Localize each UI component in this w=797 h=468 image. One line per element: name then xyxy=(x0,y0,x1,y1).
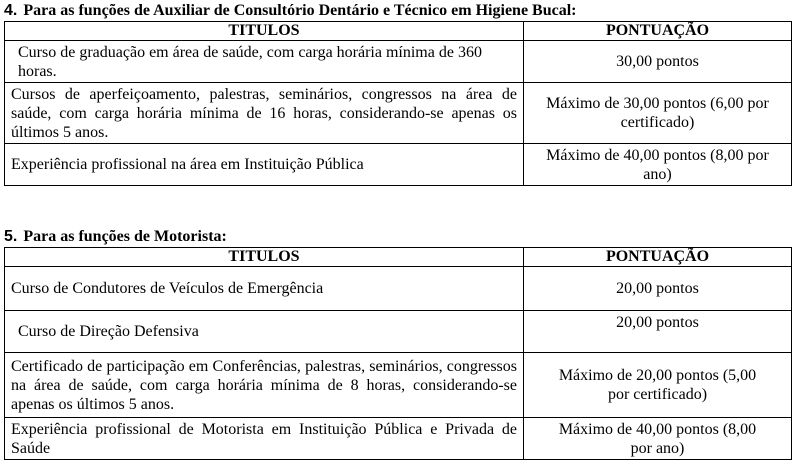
column-header-titulos: TITULOS xyxy=(5,248,524,267)
table-row xyxy=(5,41,792,83)
section-4-heading xyxy=(4,2,577,20)
section-4-table xyxy=(4,21,792,186)
pontuacao-cell: 30,00 pontos xyxy=(524,41,792,83)
titulo-cell: Curso de graduação em área de saúde, com carga horária mínima de 360 horas. xyxy=(5,41,524,83)
section-5-table xyxy=(4,247,792,460)
table-row xyxy=(5,83,792,144)
table-row xyxy=(5,144,792,186)
titulo-cell: Experiência profissional de Motorista em Instituição Pública e Privada de Saúde xyxy=(5,418,524,460)
section-4-title: Para as funções de Auxiliar de Consultório Dentário e Técnico em Higiene Bucal: xyxy=(23,2,577,19)
pontuacao-cell: 20,00 pontos xyxy=(524,311,792,353)
table-row xyxy=(5,311,792,353)
titulo-cell: Cursos de aperfeiçoamento, palestras, seminários, congressos na área de saúde, com carga horária mínima de 16 horas, considerando-se apenas os últimos 5 anos. xyxy=(5,83,524,144)
section-4-number: 4. xyxy=(4,2,18,19)
section-5-heading xyxy=(4,228,227,246)
column-header-pontuacao: PONTUAÇÃO xyxy=(524,22,792,41)
pontuacao-cell: Máximo de 30,00 pontos (6,00 por certificado) xyxy=(524,83,792,144)
pontuacao-cell: 20,00 pontos xyxy=(524,267,792,311)
table-row xyxy=(5,418,792,460)
table-row xyxy=(5,267,792,311)
pontuacao-cell: Máximo de 20,00 pontos (5,00 por certificado) xyxy=(524,353,792,418)
section-5-title: Para as funções de Motorista: xyxy=(23,228,227,245)
titulo-cell: Certificado de participação em Conferências, palestras, seminários, congressos na área de saúde, com carga horária mínima de 8 horas, considerando-se apenas os últimos 5 anos. xyxy=(5,353,524,418)
column-header-titulos: TITULOS xyxy=(5,22,524,41)
section-5-number: 5. xyxy=(4,228,18,245)
table-header-row xyxy=(5,22,792,41)
table-row xyxy=(5,353,792,418)
titulo-cell: Curso de Direção Defensiva xyxy=(5,311,524,353)
table-header-row xyxy=(5,248,792,267)
titulo-cell: Curso de Condutores de Veículos de Emergência xyxy=(5,267,524,311)
column-header-pontuacao: PONTUAÇÃO xyxy=(524,248,792,267)
pontuacao-cell: Máximo de 40,00 pontos (8,00 por ano) xyxy=(524,144,792,186)
pontuacao-cell: Máximo de 40,00 pontos (8,00 por ano) xyxy=(524,418,792,460)
titulo-cell: Experiência profissional na área em Instituição Pública xyxy=(5,144,524,186)
